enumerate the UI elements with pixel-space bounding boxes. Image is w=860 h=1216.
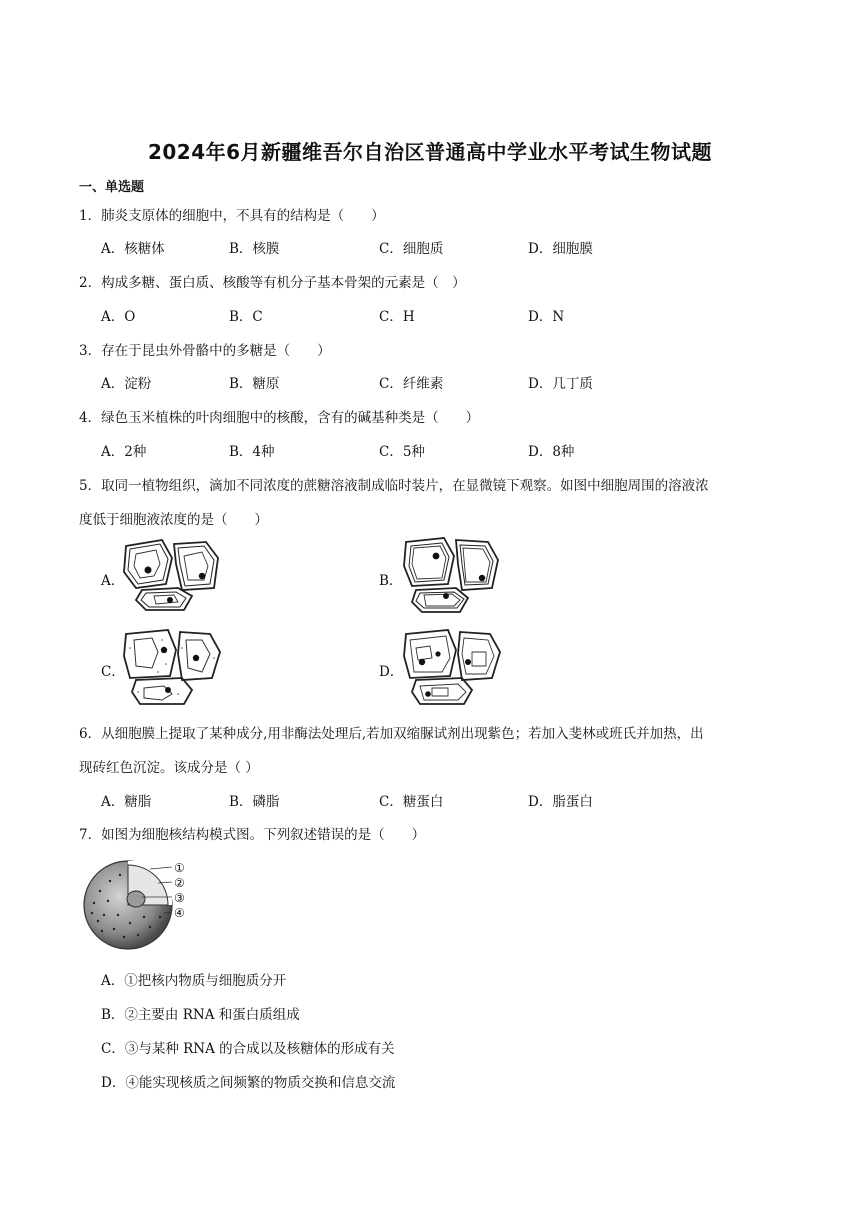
question-7-stem: 7．如图为细胞核结构模式图。下列叙述错误的是（ ） [79, 827, 426, 843]
q5-figure-a-cells[interactable] [122, 538, 222, 612]
q3-option-d[interactable]: D．几丁质 [528, 376, 593, 392]
q5-figure-c-cells[interactable] [122, 628, 222, 706]
q2-option-d[interactable]: D．N [528, 309, 565, 325]
q4-option-c[interactable]: C．5种 [379, 444, 425, 460]
q5-figure-a-label[interactable]: A． [101, 573, 125, 589]
q5-figure-d-label[interactable]: D． [379, 664, 404, 680]
question-6-stem-line1: 6．从细胞膜上提取了某种成分,用非酶法处理后,若加双缩脲试剂出现紫色；若加入斐林或班氏并加热，出 [79, 726, 704, 742]
q6-option-c[interactable]: C．糖蛋白 [379, 794, 444, 810]
question-3-stem: 3．存在于昆虫外骨骼中的多糖是（ ） [79, 343, 331, 359]
q7-marker-4: ④ [174, 906, 185, 920]
q3-option-a[interactable]: A．淀粉 [101, 376, 152, 392]
q7-option-a[interactable]: A．①把核内物质与细胞质分开 [101, 973, 287, 989]
q3-option-b[interactable]: B．糖原 [229, 376, 280, 392]
question-4-stem: 4．绿色玉米植株的叶肉细胞中的核酸，含有的碱基种类是（ ） [79, 410, 480, 426]
q7-marker-2: ② [174, 876, 185, 890]
q4-option-d[interactable]: D．8种 [528, 444, 575, 460]
q2-option-b[interactable]: B．C [229, 309, 263, 325]
question-5-stem-line2: 度低于细胞液浓度的是（ ） [79, 512, 268, 528]
q7-option-d[interactable]: D．④能实现核质之间频繁的物质交换和信息交流 [101, 1075, 396, 1091]
q4-option-b[interactable]: B．4种 [229, 444, 275, 460]
q6-option-d[interactable]: D．脂蛋白 [528, 794, 593, 810]
q2-option-a[interactable]: A．O [101, 309, 136, 325]
q2-option-c[interactable]: C．H [379, 309, 415, 325]
page-title: 2024年6月新疆维吾尔自治区普通高中学业水平考试生物试题 [147, 140, 713, 164]
question-1-stem: 1．肺炎支原体的细胞中，不具有的结构是（ ） [79, 208, 385, 224]
q7-marker-1: ① [174, 861, 185, 875]
q1-option-c[interactable]: C．细胞质 [379, 241, 444, 257]
q1-option-d[interactable]: D．细胞膜 [528, 241, 593, 257]
q7-option-b[interactable]: B．②主要由 RNA 和蛋白质组成 [101, 1007, 300, 1023]
q5-figure-c-label[interactable]: C． [101, 664, 125, 680]
question-2-stem: 2．构成多糖、蛋白质、核酸等有机分子基本骨架的元素是（ ） [79, 275, 466, 291]
q6-option-a[interactable]: A．糖脂 [101, 794, 152, 810]
question-5-stem-line1: 5．取同一植物组织，滴加不同浓度的蔗糖溶液制成临时装片，在显微镜下观察。如图中细胞周围的溶液浓 [79, 478, 709, 494]
q6-option-b[interactable]: B．磷脂 [229, 794, 280, 810]
question-6-stem-line2: 现砖红色沉淀。该成分是（ ） [79, 760, 259, 776]
q7-option-c[interactable]: C．③与某种 RNA 的合成以及核糖体的形成有关 [101, 1041, 395, 1057]
q1-option-a[interactable]: A．核糖体 [101, 241, 165, 257]
q7-marker-3: ③ [174, 891, 185, 905]
q5-figure-b-cells[interactable] [402, 536, 502, 614]
section-heading: 一、单选题 [79, 180, 145, 195]
q1-option-b[interactable]: B．核膜 [229, 241, 280, 257]
q5-figure-b-label[interactable]: B． [379, 573, 403, 589]
q4-option-a[interactable]: A．2种 [101, 444, 147, 460]
q5-figure-d-cells[interactable] [402, 628, 502, 706]
q3-option-c[interactable]: C．纤维素 [379, 376, 444, 392]
